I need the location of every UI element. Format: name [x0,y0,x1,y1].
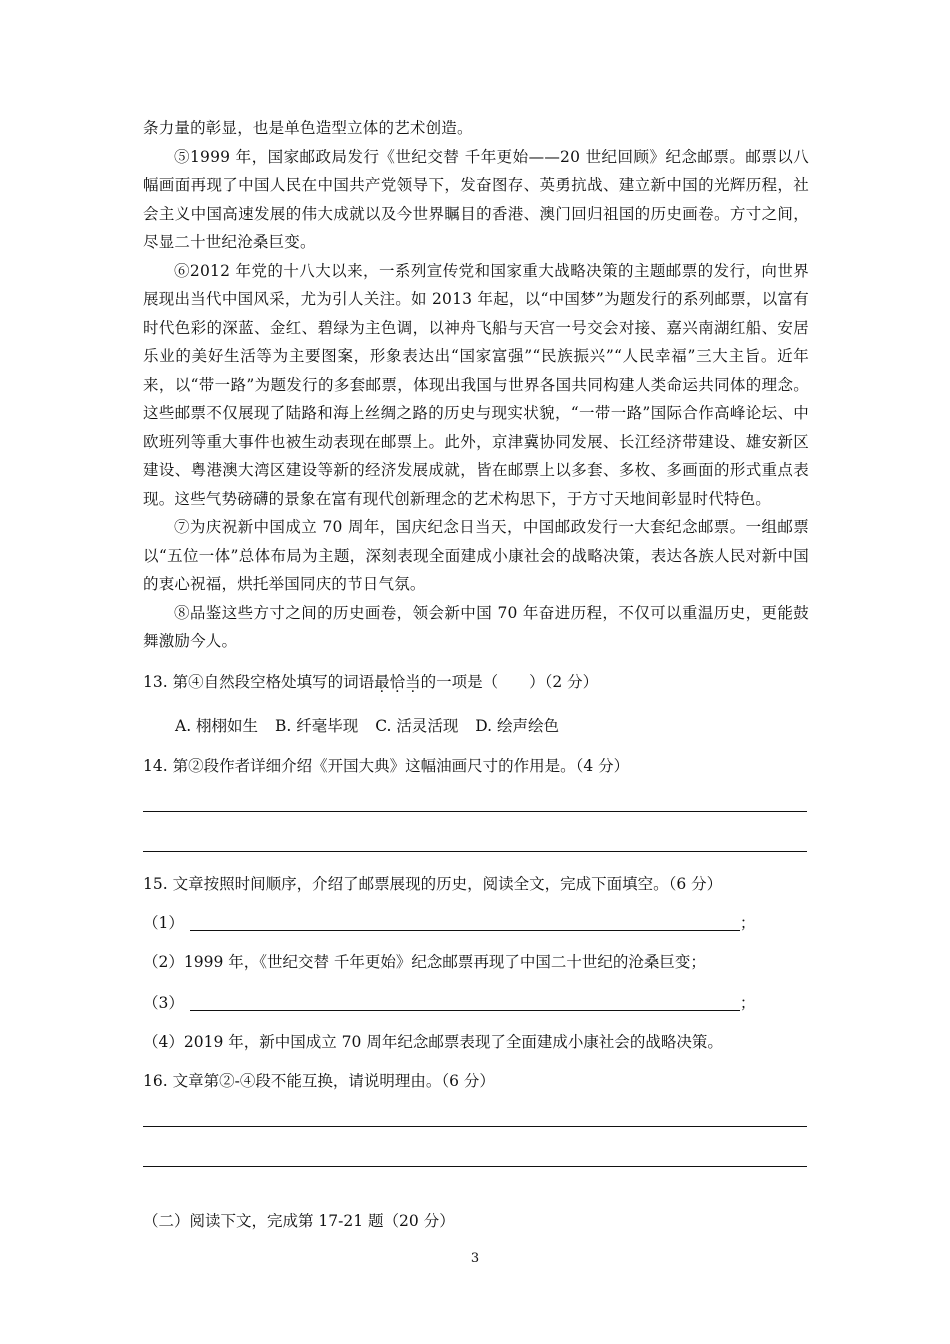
page-number: 3 [470,1251,480,1266]
question-13 [143,671,598,693]
answer-line[interactable] [143,1166,807,1167]
question-15-item-1 [143,911,755,933]
paragraph-7: ⑦为庆祝新中国成立 70 周年，国庆纪念日当天，中国邮政发行一大套纪念邮票。一组邮票以“五位一体”总体布局为主题，深刻表现全面建成小康社会的战略决策，表达各族人民对新中国的衷心祝福，烘托举国同庆的节日气氛。 [143,518,809,593]
question-15-item-3 [143,991,755,1013]
item-label: （1） [143,914,184,932]
option-d[interactable]: D. 绘声绘色 [475,717,560,735]
option-a[interactable]: A. 栩栩如生 [175,717,259,735]
paragraph-8: ⑧品鉴这些方寸之间的历史画卷，领会新中国 70 年奋进历程，不仅可以重温历史，更能鼓舞激励今人。 [143,603,809,650]
option-c[interactable]: C. 活灵活现 [375,717,459,735]
answer-line[interactable] [143,851,807,852]
answer-line[interactable] [143,811,807,812]
item-end: ； [739,994,756,1012]
fill-blank[interactable] [190,992,740,1011]
emphasis-char: 当 [405,673,421,691]
emphasis-char: 恰 [389,673,406,691]
item-end: ； [739,914,756,932]
answer-line[interactable] [143,1126,807,1127]
question-14: 14. 第②段作者详细介绍《开国大典》这幅油画尺寸的作用是。（4 分） [143,757,630,775]
question-13-options [175,714,571,736]
paragraph-5: ⑤1999 年，国家邮政局发行《世纪交替 千年更始——20 世纪回顾》纪念邮票。邮票以八幅画面再现了中国人民在中国共产党领导下，发奋图存、英勇抗战、建立新中国的光辉历程，社会主义中国高速发展的伟大成就以及今世界瞩目的香港、澳门回归祖国的历史画卷。方寸之间，尽显二十世纪沧桑巨变。 [143,147,809,251]
item-label: （3） [143,994,184,1012]
question-13-stem-post: 的一项是（ ）（2 分） [420,673,599,691]
section-2-heading: （二）阅读下文，完成第 17-21 题（20 分） [143,1212,455,1230]
question-15: 15. 文章按照时间顺序，介绍了邮票展现的历史，阅读全文，完成下面填空。（6 分） [143,875,723,893]
question-15-item-2: （2）1999 年，《世纪交替 千年更始》纪念邮票再现了中国二十世纪的沧桑巨变； [143,953,706,971]
question-13-stem-pre: 13. 第④自然段空格处填写的词语 [143,673,375,691]
paragraph-4-continued: 条力量的彰显，也是单色造型立体的艺术创造。 [143,119,473,137]
question-16: 16. 文章第②-④段不能互换，请说明理由。（6 分） [143,1072,495,1090]
question-15-item-4: （4）2019 年，新中国成立 70 周年纪念邮票表现了全面建成小康社会的战略决策。 [143,1033,723,1051]
paragraph-6: ⑥2012 年党的十八大以来，一系列宣传党和国家重大战略决策的主题邮票的发行，向世界展现出当代中国风采，尤为引人关注。如 2013 年起，以“中国梦”为题发行的系列邮票，以富有时代色彩的深蓝、金红、碧绿为主色调，以神舟飞船与天宫一号交会对接、嘉兴南湖红船、安居乐业的美好生活等为主要图案，形象表达出“国家富强”“民族振兴”“人民幸福”三大主旨。近年来，以“带一路”为题发行的多套邮票，体现出我国与世界各国共同构建人类命运共同体的理念。这些邮票不仅展现了陆路和海上丝绸之路的历史与现实状貌，“一带一路”国际合作高峰论坛、中欧班列等重大事件也被生动表现在邮票上。此外，京津冀协同发展、长江经济带建设、雄安新区建设、粤港澳大湾区建设等新的经济发展成就，皆在邮票上以多套、多枚、多画面的形式重点表现。这些气势磅礴的景象在富有现代创新理念的艺术构思下，于方寸天地间彰显时代特色。 [143,261,809,508]
option-b[interactable]: B. 纤毫毕现 [275,717,359,735]
emphasis-char: 最 [374,673,390,691]
reading-passage [143,114,809,656]
fill-blank[interactable] [190,912,740,931]
